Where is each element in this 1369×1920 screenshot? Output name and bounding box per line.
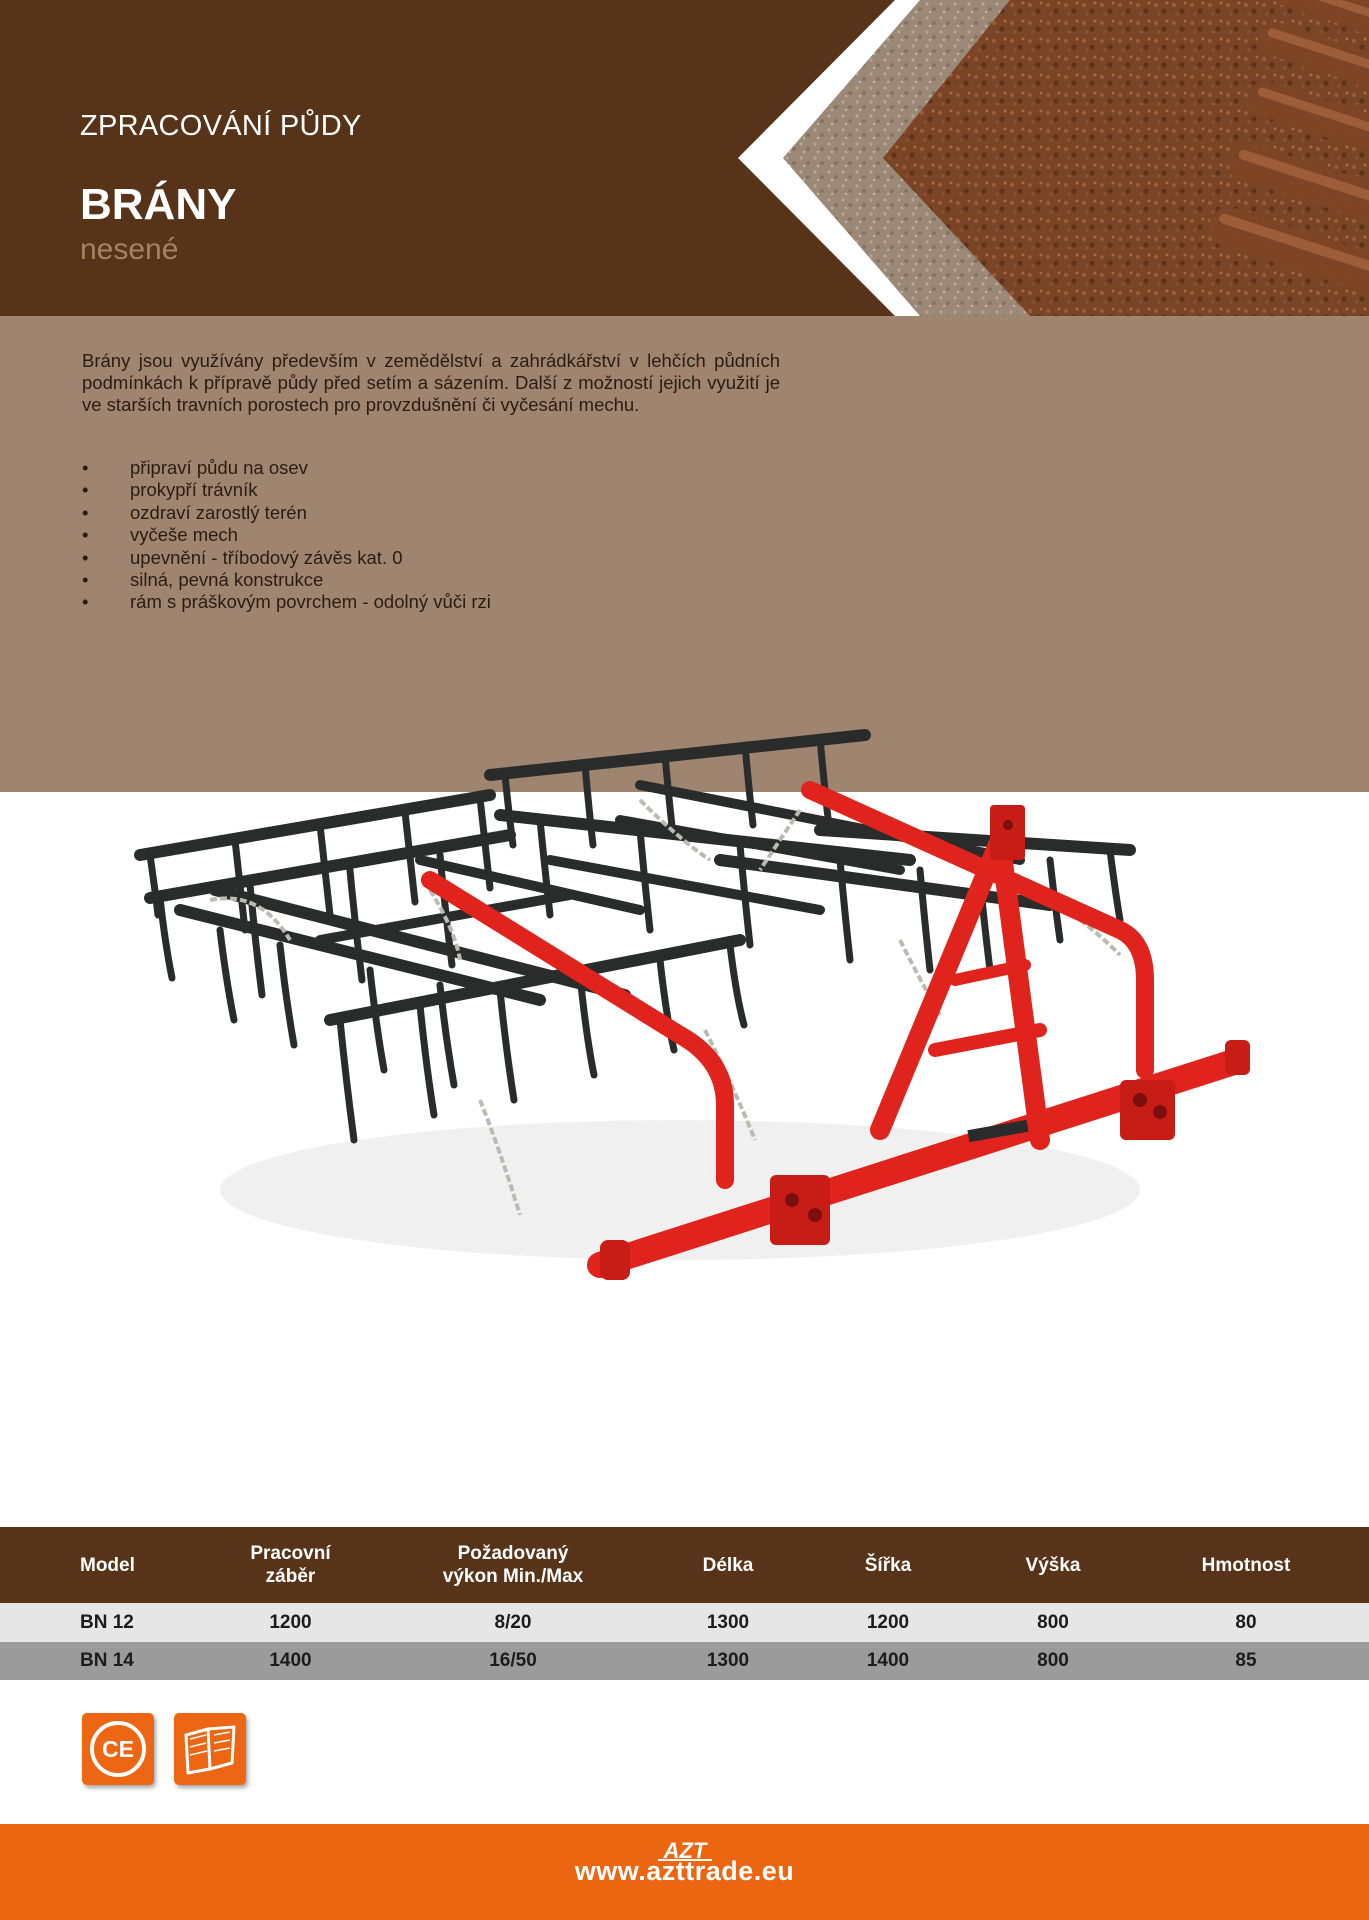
bullet-icon: • xyxy=(82,569,89,591)
spec-table xyxy=(0,1527,1369,1680)
website-link[interactable]: www.azttrade.eu xyxy=(574,1856,795,1886)
column-header: Délka xyxy=(663,1527,793,1603)
svg-text:CE: CE xyxy=(102,1736,134,1762)
table-cell: 85 xyxy=(1123,1642,1369,1680)
table-row xyxy=(0,1642,1369,1680)
svg-text:AZT: AZT xyxy=(663,1838,707,1862)
table-cell: 1200 xyxy=(793,1603,983,1642)
table-cell: 1400 xyxy=(793,1642,983,1680)
table-cell: 1300 xyxy=(663,1642,793,1680)
category-label: ZPRACOVÁNÍ PŮDY xyxy=(80,110,362,142)
table-row xyxy=(0,1603,1369,1642)
header-band xyxy=(0,0,1369,316)
column-header: Požadovaný výkon Min./Max xyxy=(363,1527,663,1603)
feature-item: • připraví půdu na osev xyxy=(82,457,308,478)
table-cell: 1300 xyxy=(663,1603,793,1642)
table-cell: BN 12 xyxy=(0,1603,218,1642)
column-header: Model xyxy=(0,1527,218,1603)
table-cell: 16/50 xyxy=(363,1642,663,1680)
feature-list xyxy=(82,457,782,614)
bullet-icon: • xyxy=(82,591,89,613)
bullet-icon: • xyxy=(82,546,89,568)
harrow-illustration xyxy=(140,735,1250,1280)
harrow-product-image xyxy=(120,720,1250,1360)
column-header: Šířka xyxy=(793,1527,983,1603)
column-header: Hmotnost xyxy=(1123,1527,1369,1603)
table-cell: 1400 xyxy=(218,1642,363,1680)
column-header: Pracovní záběr xyxy=(218,1527,363,1603)
description-text: Brány jsou využívány především v zemědělství a zahrádkářství v lehčích půdních podmínkách k přípravě půdy před setím a sázením. Další z možností jejich využití je ve starších travních porostech pro provzdušnění či vyčesání mechu. xyxy=(82,350,780,415)
feature-item: • vyčeše mech xyxy=(82,524,238,546)
open-book-icon xyxy=(174,1713,246,1785)
page-title: BRÁNY xyxy=(80,180,237,229)
bullet-icon: • xyxy=(82,524,89,546)
feature-item: • ozdraví zarostlý terén xyxy=(82,501,307,523)
column-header: Výška xyxy=(983,1527,1123,1603)
table-cell: BN 14 xyxy=(0,1642,218,1680)
soil-photo xyxy=(0,0,1369,316)
bullet-icon: • xyxy=(82,501,89,523)
feature-item: • prokypří trávník xyxy=(82,479,258,501)
table-cell: 8/20 xyxy=(363,1603,663,1642)
table-cell: 80 xyxy=(1123,1603,1369,1642)
bullet-icon: • xyxy=(82,479,89,501)
feature-item: • rám s práškovým povrchem - odolný vůči rzi xyxy=(82,591,491,613)
bullet-icon: • xyxy=(82,457,89,478)
table-header-row xyxy=(0,1527,1369,1603)
feature-item: • silná, pevná konstrukce xyxy=(82,569,324,591)
ce-mark-icon xyxy=(82,1713,154,1785)
table-cell: 1200 xyxy=(218,1603,363,1642)
table-cell: 800 xyxy=(983,1603,1123,1642)
table-cell: 800 xyxy=(983,1642,1123,1680)
feature-item: • upevnění - tříbodový závěs kat. 0 xyxy=(82,546,403,568)
page-subtitle: nesené xyxy=(80,233,179,266)
